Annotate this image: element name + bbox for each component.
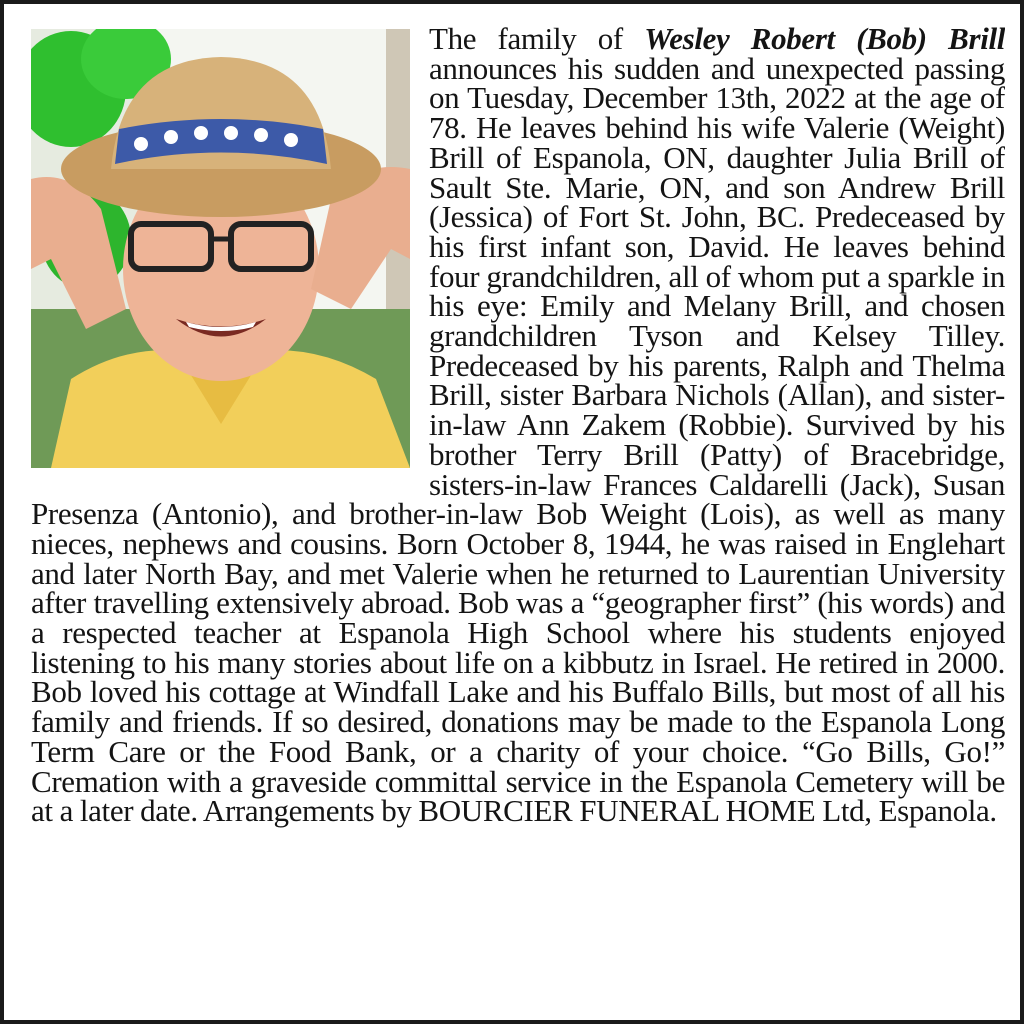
photo-wrap-space (31, 24, 429, 471)
obituary-text (31, 24, 1005, 1014)
obituary-intro: The family of (429, 24, 645, 56)
deceased-name: Wesley Robert (Bob) Brill (644, 24, 1005, 56)
obituary-body: announces his sudden and unexpected passing on Tuesday, December 13th, 2022 at the age of 78. He leaves behind his wife Valerie (Weight) Brill of Espanola, ON, daughter Julia Brill of Sault Ste. Marie, ON, and son Andrew Brill (Jessica) of Fort St. John, BC. Predeceased by his first infant son, David. He leaves behind four grandchildren, all of whom put a sparkle in his eye: Emily and Melany Brill, and chosen grandchildren Tyson and Kelsey Tilley. Predeceased by his parents, Ralph and Thelma Brill, sister Barbara Nichols (Allan), and sister-in-law Ann Zakem (Robbie). Survived by his brother Terry Brill (Patty) of Bracebridge, sisters-in-law Frances Caldarelli (Jack), Susan Presenza (Antonio), and brother-in-law Bob Weight (Lois), as well as many nieces, nephews and cousins. Born October 8, 1944, he was raised in Englehart and later North Bay, and met Valerie when he returned to Laurentian University after travelling extensively abroad. Bob was a “geographer first” (his words) and a respected teacher at Espanola High School where his students enjoyed listening to his many stories about life on a kibbutz in Israel. He retired in 2000. Bob loved his cottage at Windfall Lake and his Buffalo Bills, but most of all his family and friends. If so desired, donations may be made to the Espanola Long Term Care or the Food Bank, or a charity of your choice. “Go Bills, Go!” Cremation with a graveside committal service in the Espanola Cemetery will be at a later date. Arrangements by BOURCIER FUNERAL HOME Ltd, Espanola. (31, 50, 1005, 829)
